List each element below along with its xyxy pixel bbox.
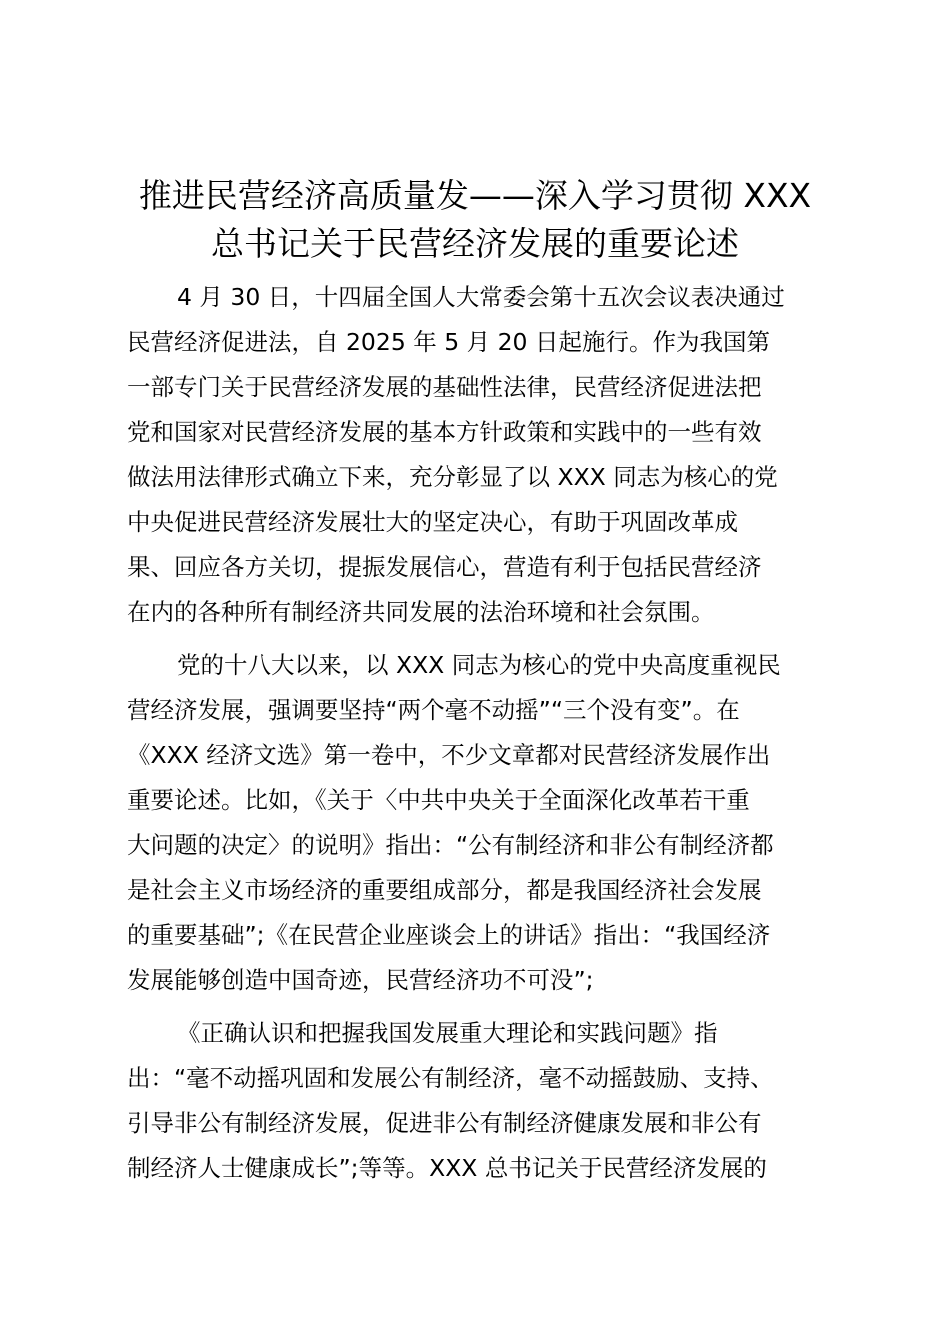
text-line: 一部专门关于民营经济发展的基础性法律，民营经济促进法把 [127, 373, 762, 401]
text-line: 营经济发展，强调要坚持“两个毫不动摇”“三个没有变”。在 [127, 696, 740, 724]
text-line: 《XXX 经济文选》第一卷中，不少文章都对民营经济发展作出 [127, 741, 771, 769]
text-line: 做法用法律形式确立下来，充分彰显了以 XXX 同志为核心的党 [127, 463, 778, 491]
text-line: 党和国家对民营经济发展的基本方针政策和实践中的一些有效 [127, 418, 762, 446]
text-line: 重要论述。比如，《关于〈中共中央关于全面深化改革若干重 [127, 786, 750, 814]
text-line: 发展能够创造中国奇迹，民营经济功不可没”; [127, 966, 594, 994]
paragraph-1 [127, 275, 832, 635]
paragraph-3 [127, 1011, 832, 1191]
text-line: 大问题的决定〉的说明》指出：“公有制经济和非公有制经济都 [127, 831, 774, 859]
text-line: 在内的各种所有制经济共同发展的法治环境和社会氛围。 [127, 598, 715, 626]
text-line: 的重要基础”;《在民营企业座谈会上的讲话》指出：“我国经济 [127, 921, 771, 949]
title-line: 总书记关于民营经济发展的重要论述 [211, 224, 739, 263]
text-line: 4 月 30 日，十四届全国人大常委会第十五次会议表决通过 [177, 283, 785, 311]
text-line: 引导非公有制经济发展，促进非公有制经济健康发展和非公有 [127, 1109, 762, 1137]
text-line: 是社会主义市场经济的重要组成部分，都是我国经济社会发展 [127, 876, 762, 904]
text-line: 制经济人士健康成长”;等等。XXX 总书记关于民营经济发展的 [127, 1154, 767, 1182]
document-body [127, 275, 832, 1199]
text-line: 中央促进民营经济发展壮大的坚定决心，有助于巩固改革成 [127, 508, 738, 536]
text-line: 民营经济促进法，自 2025 年 5 月 20 日起施行。作为我国第 [127, 328, 770, 356]
text-line: 果、回应各方关切，提振发展信心，营造有利于包括民营经济 [127, 553, 762, 581]
text-line: 党的十八大以来，以 XXX 同志为核心的党中央高度重视民 [177, 651, 781, 679]
document-title [120, 172, 830, 268]
title-line: 推进民营经济高质量发——深入学习贯彻 XXX [138, 176, 812, 215]
text-line: 出：“毫不动摇巩固和发展公有制经济，毫不动摇鼓励、支持、 [127, 1064, 774, 1092]
paragraph-2 [127, 643, 832, 1003]
text-line: 《正确认识和把握我国发展重大理论和实践问题》指 [177, 1019, 718, 1047]
